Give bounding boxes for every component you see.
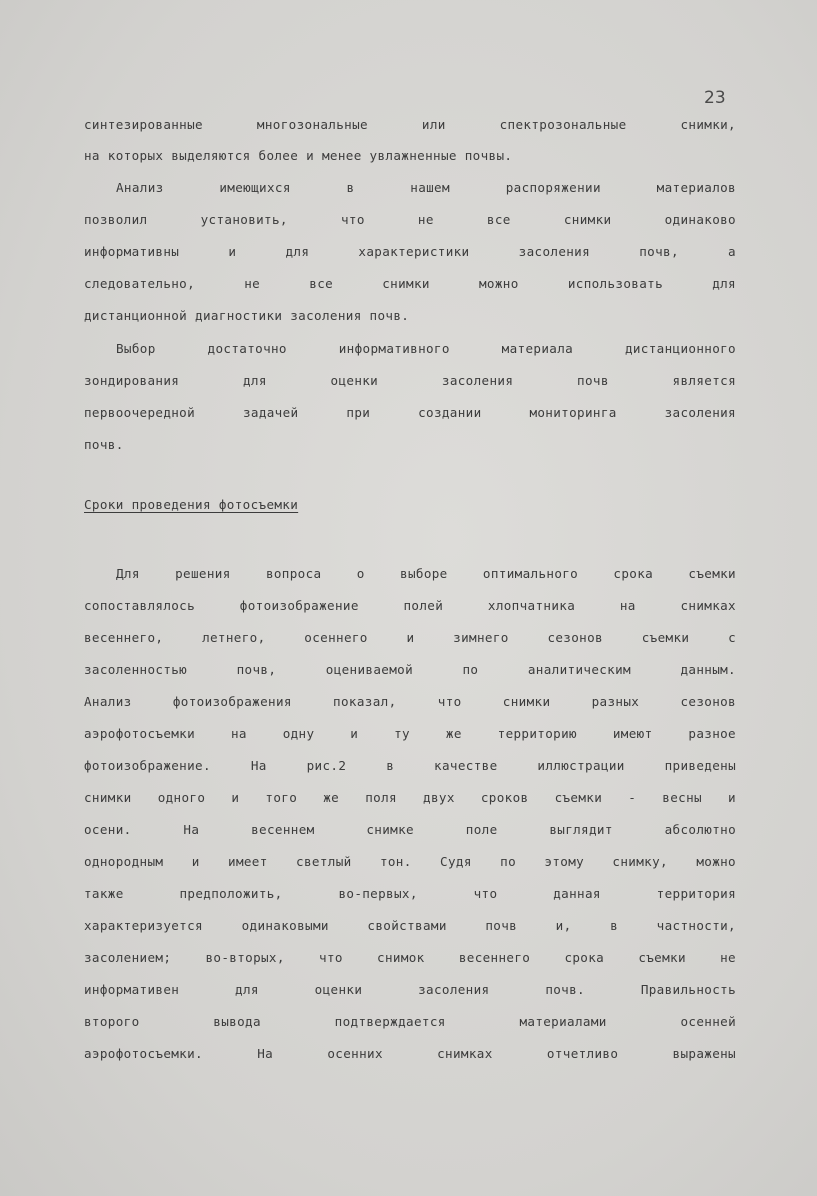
text-line: весеннего, летнего, осеннего и зимнего сезонов съемки с xyxy=(84,630,736,645)
section-heading: Сроки проведения фотосъемки xyxy=(84,497,299,512)
text-line: синтезированные многозональные или спектрозональные снимки, xyxy=(84,117,736,132)
text-line: на которых выделяются более и менее увлажненные почвы. xyxy=(84,148,513,163)
page-number: 23 xyxy=(704,88,726,108)
text-line: также предположить, во-первых, что данная территория xyxy=(84,886,736,901)
text-line: следовательно, не все снимки можно использовать для xyxy=(84,276,736,291)
text-line: фотоизображение. На рис.2 в качестве иллюстрации приведены xyxy=(84,758,736,773)
text-line: позволил установить, что не все снимки одинаково xyxy=(84,212,736,227)
text-line: однородным и имеет светлый тон. Судя по этому снимку, можно xyxy=(84,854,736,869)
text-line: сопоставлялось фотоизображение полей хлопчатника на снимках xyxy=(84,598,736,613)
text-line: засолением; во-вторых, что снимок весеннего срока съемки не xyxy=(84,950,736,965)
text-line: почв. xyxy=(84,437,124,452)
text-line: аэрофотосъемки на одну и ту же территорию имеют разное xyxy=(84,726,736,741)
text-line: первоочередной задачей при создании мониторинга засоления xyxy=(84,405,736,420)
text-line: информативны и для характеристики засоления почв, а xyxy=(84,244,736,259)
text-line: информативен для оценки засоления почв. Правильность xyxy=(84,982,736,997)
text-line: Анализ имеющихся в нашем распоряжении материалов xyxy=(116,180,736,195)
text-line: зондирования для оценки засоления почв является xyxy=(84,373,736,388)
text-line: снимки одного и того же поля двух сроков съемки - весны и xyxy=(84,790,736,805)
text-line: Анализ фотоизображения показал, что снимки разных сезонов xyxy=(84,694,736,709)
text-line: аэрофотосъемки. На осенних снимках отчетливо выражены xyxy=(84,1046,736,1061)
text-line: осени. На весеннем снимке поле выглядит абсолютно xyxy=(84,822,736,837)
text-line: Выбор достаточно информативного материала дистанционного xyxy=(116,341,736,356)
text-line: характеризуется одинаковыми свойствами почв и, в частности, xyxy=(84,918,736,933)
text-line: дистанционной диагностики засоления почв. xyxy=(84,308,410,323)
text-line: Для решения вопроса о выборе оптимального срока съемки xyxy=(116,566,736,581)
text-line: засоленностью почв, оцениваемой по аналитическим данным. xyxy=(84,662,736,677)
text-line: второго вывода подтверждается материалами осенней xyxy=(84,1014,736,1029)
